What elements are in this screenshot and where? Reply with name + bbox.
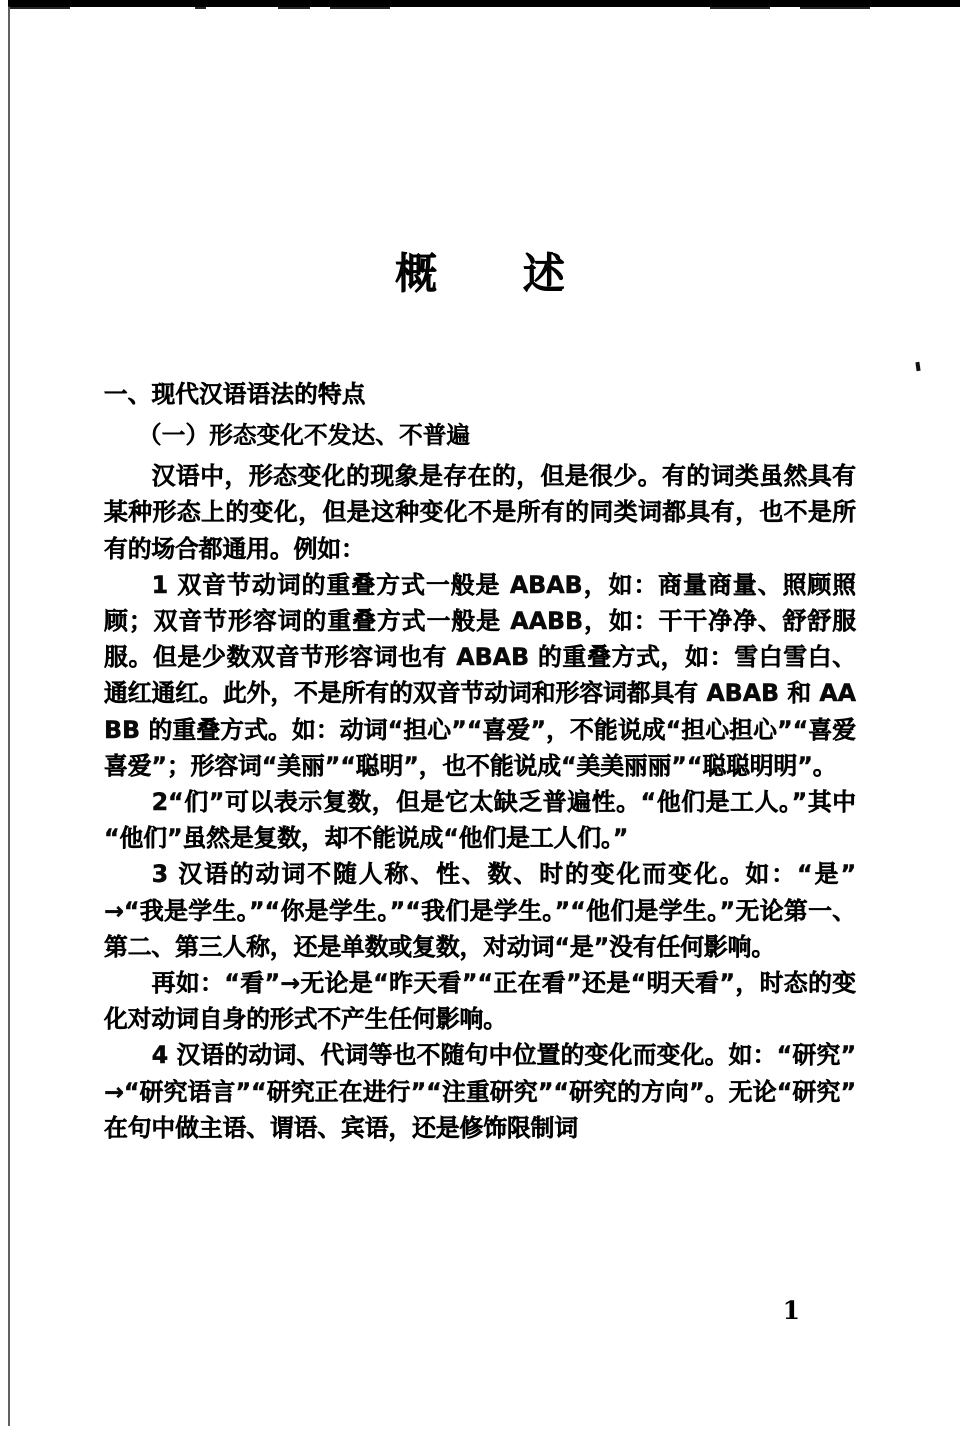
page-number: 1 (782, 1296, 800, 1325)
paragraph-item-4: 4 汉语的动词、代词等也不随句中位置的变化而变化。如：“研究”→“研究语言”“研究正在进行”“注重研究”“研究的方向”。无论“研究”在句中做主语、谓语、宾语，还是修饰限制词 (104, 1041, 856, 1142)
paragraph-item-2: 2“们”可以表示复数，但是它太缺乏普遍性。“他们是工人。”其中“他们”虽然是复数，却不能说成“他们是工人们。” (104, 788, 856, 853)
section-heading-one: 一、现代汉语语法的特点 (104, 380, 366, 409)
paragraph-item-1: 1 双音节动词的重叠方式一般是 ABAB，如：商量商量、照顾照顾；双音节形容词的重叠方式一般是 AABB，如：干干净净、舒舒服服。但是少数双音节形容词也有 ABAB 的重叠方式，如：雪白雪白、通红通红。此外，不是所有的双音节动词和形容词都具有 ABAB 和 AABB 的重叠方式。如：动词“担心”“喜爱”，不能说成“担心担心”“喜爱喜爱”；形容词“美丽”“聪明”，也不能说成“美美丽丽”“聪聪明明”。 (104, 570, 856, 780)
subsection-heading-one: （一）形态变化不发达、不普遍 (138, 421, 471, 450)
paragraph-item-3-note: 再如：“看”→无论是“昨天看”“正在看”还是“明天看”，时态的变化对动词自身的形式不产生任何影响。 (104, 969, 856, 1034)
paragraph-intro: 汉语中，形态变化的现象是存在的，但是很少。有的词类虽然具有某种形态上的变化，但是这种变化不是所有的同类词都具有，也不是所有的场合都通用。例如： (104, 462, 856, 563)
scan-edge-left-artifact (8, 6, 10, 1426)
page-title: 概 述 (395, 249, 587, 298)
page-content (104, 0, 856, 1325)
scan-speck-artifact (915, 362, 920, 371)
paragraph-item-3: 3 汉语的动词不随人称、性、数、时的变化而变化。如：“是”→“我是学生。”“你是学生。”“我们是学生。”“他们是学生。”无论第一、第二、第三人称，还是单数或复数，对动词“是”没有任何影响。 (104, 860, 856, 961)
